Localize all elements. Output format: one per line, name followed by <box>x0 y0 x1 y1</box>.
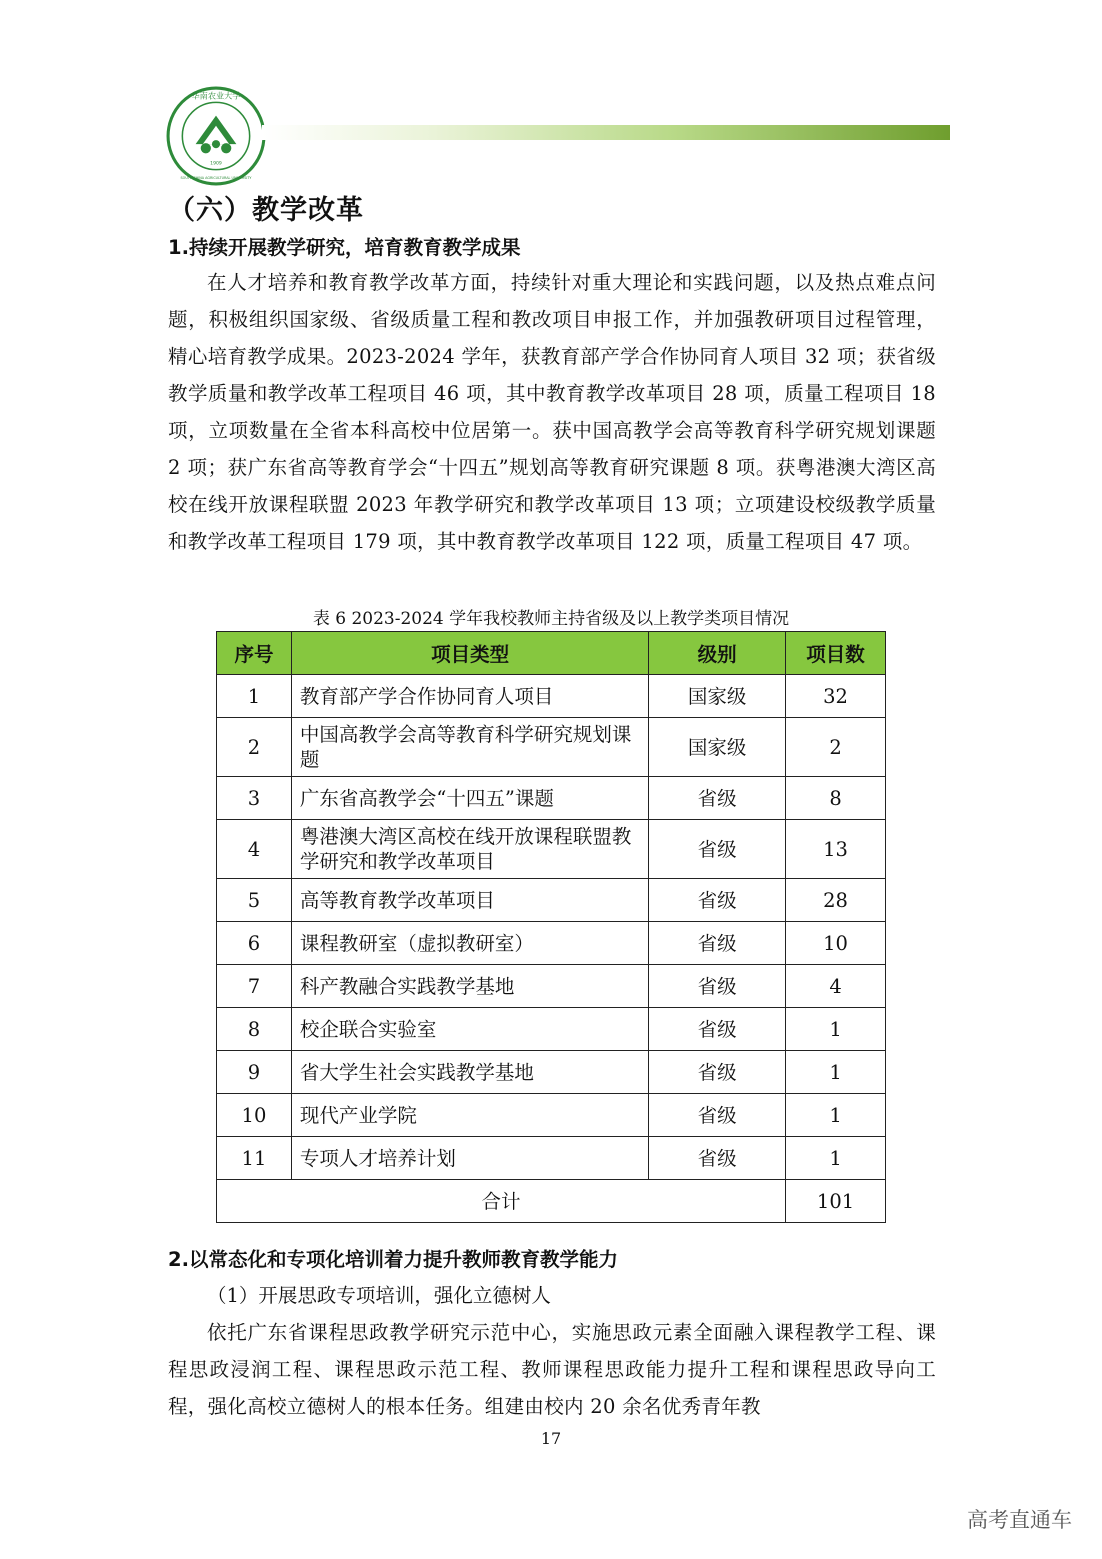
cell-type: 教育部产学合作协同育人项目 <box>291 675 648 718</box>
cell-type: 广东省高教学会“十四五”课题 <box>291 777 648 820</box>
table-row <box>217 675 886 718</box>
cell-count: 1 <box>786 1137 886 1180</box>
cell-no: 11 <box>217 1137 292 1180</box>
logo-subtitle: SOUTH CHINA AGRICULTURAL UNIVERSITY <box>180 175 252 180</box>
cell-no: 10 <box>217 1094 292 1137</box>
cell-count: 28 <box>786 879 886 922</box>
table-header-row <box>217 632 886 675</box>
cell-count: 10 <box>786 922 886 965</box>
cell-type: 课程教研室（虚拟教研室） <box>291 922 648 965</box>
header-count: 项目数 <box>786 632 886 675</box>
table-caption: 表 6 2023-2024 学年我校教师主持省级及以上教学类项目情况 <box>312 609 790 629</box>
table-row <box>217 777 886 820</box>
cell-level: 国家级 <box>649 675 786 718</box>
cell-level: 省级 <box>649 1008 786 1051</box>
cell-count: 1 <box>786 1051 886 1094</box>
table-row <box>217 718 886 777</box>
paragraph-teaching-research: 在人才培养和教育教学改革方面，持续针对重大理论和实践问题，以及热点难点问题，积极组织国家级、省级质量工程和教改项目申报工作，并加强教研项目过程管理，精心培育教学成果。2023-2024 学年，获教育部产学合作协同育人项目 32 项；获省级教学质量和教学改革工程项目 46 项，其中教育教学改革项目 28 项，质量工程项目 18 项，立项数量在全省本科高校中位居第一。获中国高教学会高等教育科学研究规划课题 2 项；获广东省高等教育学会“十四五”规划高等教育研究课题 8 项。获粤港澳大湾区高校在线开放课程联盟 2023 年教学研究和教学改革项目 13 项；立项建设校级教学质量和教学改革工程项目 179 项，其中教育教学改革项目 122 项，质量工程项目 47 项。 <box>168 271 936 553</box>
cell-count: 32 <box>786 675 886 718</box>
cell-type: 中国高教学会高等教育科学研究规划课题 <box>291 718 648 777</box>
university-logo <box>165 85 267 187</box>
cell-type: 校企联合实验室 <box>291 1008 648 1051</box>
cell-count: 1 <box>786 1094 886 1137</box>
table-total-row <box>217 1180 886 1223</box>
cell-no: 6 <box>217 922 292 965</box>
cell-type: 粤港澳大湾区高校在线开放课程联盟教学研究和教学改革项目 <box>291 820 648 879</box>
cell-type: 高等教育教学改革项目 <box>291 879 648 922</box>
table-row <box>217 1008 886 1051</box>
cell-no: 8 <box>217 1008 292 1051</box>
cell-count: 13 <box>786 820 886 879</box>
cell-level: 省级 <box>649 820 786 879</box>
table-row <box>217 1094 886 1137</box>
cell-type: 专项人才培养计划 <box>291 1137 648 1180</box>
cell-level: 省级 <box>649 777 786 820</box>
logo-text: 华南农业大学 <box>191 90 241 101</box>
cell-level: 省级 <box>649 879 786 922</box>
cell-count: 8 <box>786 777 886 820</box>
header-gradient-bar <box>262 125 950 140</box>
cell-level: 省级 <box>649 1137 786 1180</box>
header-type: 项目类型 <box>291 632 648 675</box>
table-row <box>217 820 886 879</box>
cell-count: 2 <box>786 718 886 777</box>
header-level: 级别 <box>649 632 786 675</box>
table-row <box>217 922 886 965</box>
cell-type: 省大学生社会实践教学基地 <box>291 1051 648 1094</box>
cell-count: 1 <box>786 1008 886 1051</box>
page-number: 17 <box>540 1429 562 1448</box>
cell-level: 国家级 <box>649 718 786 777</box>
cell-level: 省级 <box>649 922 786 965</box>
table-row <box>217 879 886 922</box>
cell-count: 4 <box>786 965 886 1008</box>
section-title: （六）教学改革 <box>168 195 364 226</box>
total-value: 101 <box>786 1180 886 1223</box>
cell-type: 现代产业学院 <box>291 1094 648 1137</box>
cell-no: 3 <box>217 777 292 820</box>
cell-no: 7 <box>217 965 292 1008</box>
logo-year: 1909 <box>210 161 222 167</box>
cell-no: 5 <box>217 879 292 922</box>
table-row <box>217 965 886 1008</box>
cell-no: 2 <box>217 718 292 777</box>
cell-level: 省级 <box>649 965 786 1008</box>
subheading-ideological-training: （1）开展思政专项培训，强化立德树人 <box>207 1284 551 1307</box>
heading-teaching-research: 1.持续开展教学研究，培育教育教学成果 <box>168 236 521 259</box>
paragraph-ideological-training: 依托广东省课程思政教学研究示范中心，实施思政元素全面融入课程教学工程、课程思政浸润工程、课程思政示范工程、教师课程思政能力提升工程和课程思政导向工程，强化高校立德树人的根本任务。组建由校内 20 余名优秀青年教 <box>168 1321 936 1418</box>
cell-no: 1 <box>217 675 292 718</box>
total-label: 合计 <box>217 1180 786 1223</box>
cell-level: 省级 <box>649 1051 786 1094</box>
cell-no: 9 <box>217 1051 292 1094</box>
table-row <box>217 1051 886 1094</box>
cell-level: 省级 <box>649 1094 786 1137</box>
table-row <box>217 1137 886 1180</box>
cell-no: 4 <box>217 820 292 879</box>
heading-teacher-training: 2.以常态化和专项化培训着力提升教师教育教学能力 <box>168 1248 618 1271</box>
projects-table <box>216 631 886 1223</box>
watermark: 高考直通车 <box>967 1508 1072 1532</box>
cell-type: 科产教融合实践教学基地 <box>291 965 648 1008</box>
header-no: 序号 <box>217 632 292 675</box>
